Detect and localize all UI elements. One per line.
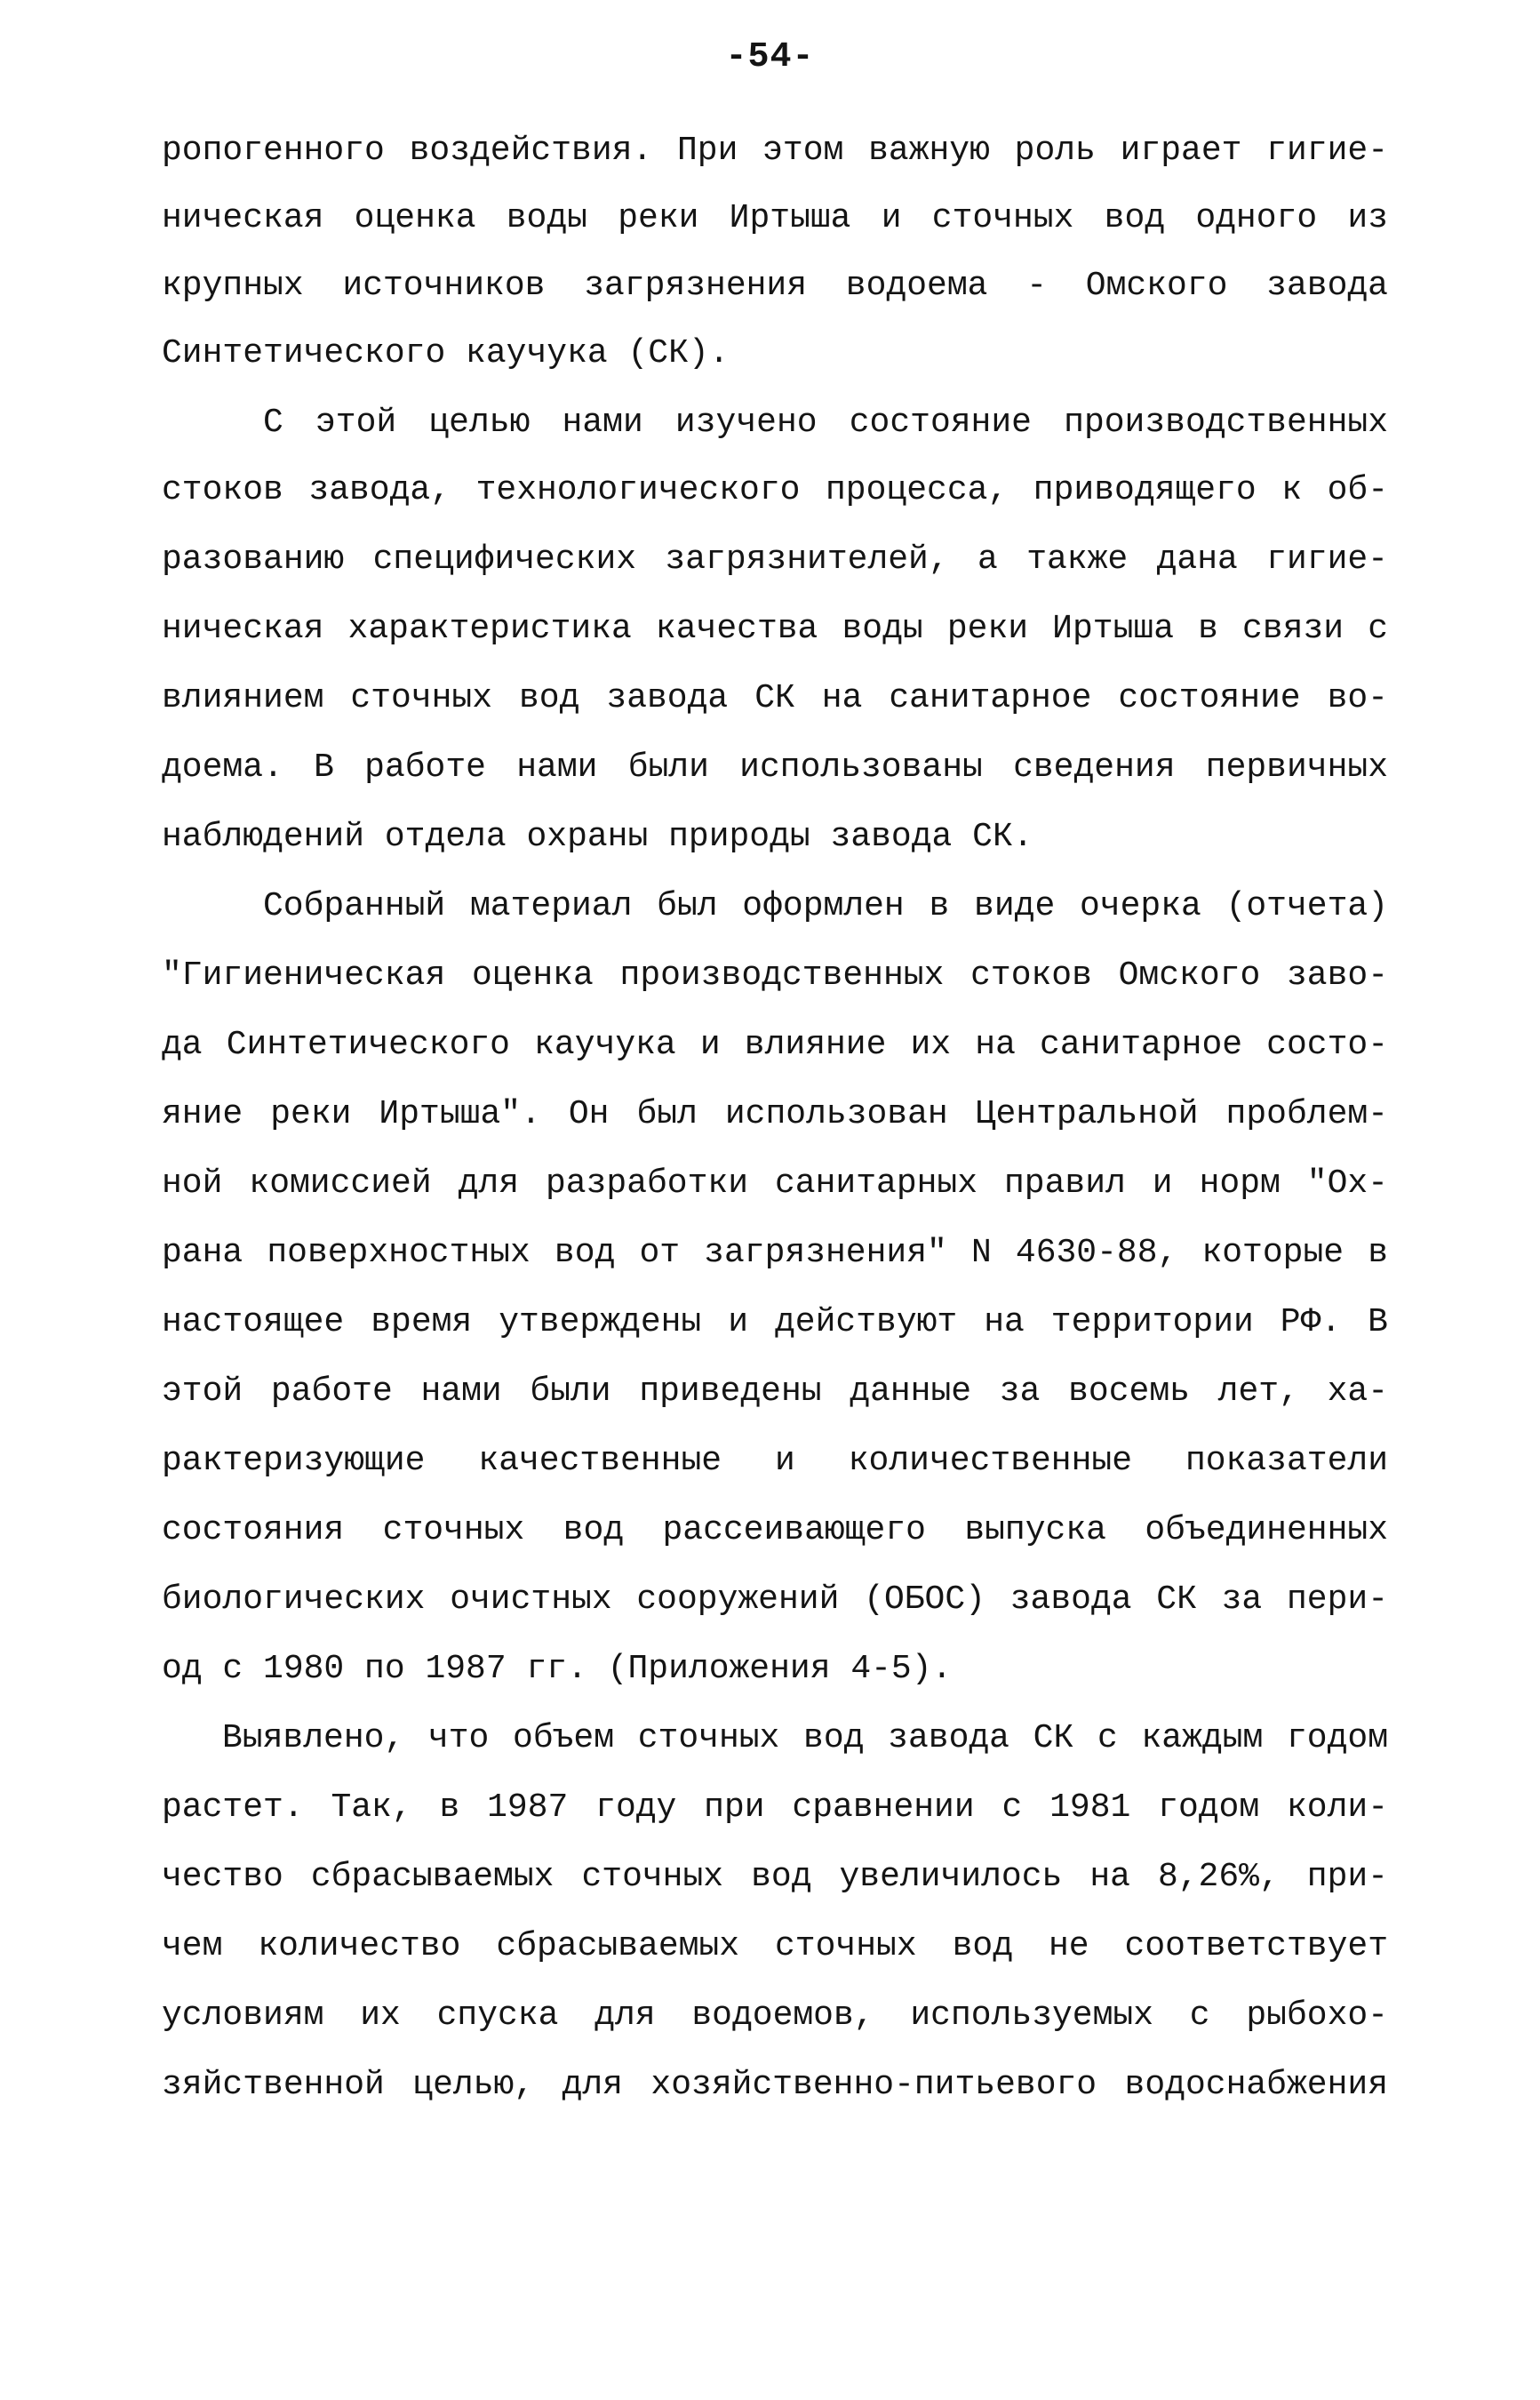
text-line: крупных источников загрязнения водоема - Омского завода xyxy=(162,267,1388,305)
text-line: настоящее время утверждены и действуют на территории РФ. В xyxy=(162,1303,1388,1341)
text-line: рана поверхностных вод от загрязнения" N 4630-88, которые в xyxy=(162,1234,1388,1272)
text-line: ропогенного воздействия. При этом важную роль играет гигие- xyxy=(162,132,1388,170)
text-line: яние реки Иртыша". Он был использован Центральной проблем- xyxy=(162,1095,1388,1133)
text-line: ническая оценка воды реки Иртыша и сточных вод одного из xyxy=(162,199,1388,237)
text-line: наблюдений отдела охраны природы завода СК. xyxy=(162,818,1033,856)
text-line: условиям их спуска для водоемов, используемых с рыбохо- xyxy=(162,1996,1388,2035)
text-line: ной комиссией для разработки санитарных правил и норм "Ох- xyxy=(162,1164,1388,1203)
text-line: растет. Так, в 1987 году при сравнении с 1981 годом коли- xyxy=(162,1788,1388,1827)
text-line: стоков завода, технологического процесса, приводящего к об- xyxy=(162,471,1388,509)
page-number: -54- xyxy=(725,37,815,77)
text-line: доема. В работе нами были использованы сведения первичных xyxy=(162,748,1388,787)
text-line: состояния сточных вод рассеивающего выпуска объединенных xyxy=(162,1511,1388,1549)
text-line: да Синтетического каучука и влияние их на санитарное состо- xyxy=(162,1026,1388,1064)
text-line: Синтетического каучука (СК). xyxy=(162,334,730,372)
text-line: биологических очистных сооружений (ОБОС) завода СК за пери- xyxy=(162,1580,1388,1619)
text-line: зяйственной целью, для хозяйственно-питьевого водоснабжения xyxy=(162,2066,1388,2104)
text-line: од с 1980 по 1987 гг. (Приложения 4-5). xyxy=(162,1650,953,1688)
text-line: ническая характеристика качества воды реки Иртыша в связи с xyxy=(162,610,1388,648)
text-line: разованию специфических загрязнителей, а также дана гигие- xyxy=(162,540,1388,579)
text-line: "Гигиеническая оценка производственных стоков Омского заво- xyxy=(162,956,1388,995)
text-line: С этой целью нами изучено состояние производственных xyxy=(263,404,1388,442)
text-line: Выявлено, что объем сточных вод завода СК с каждым годом xyxy=(222,1719,1388,1757)
text-line: влиянием сточных вод завода СК на санитарное состояние во- xyxy=(162,679,1388,717)
text-line: чество сбрасываемых сточных вод увеличилось на 8,26%, при- xyxy=(162,1858,1388,1896)
text-line: Собранный материал был оформлен в виде очерка (отчета) xyxy=(263,887,1388,925)
text-line: рактеризующие качественные и количественные показатели xyxy=(162,1442,1388,1480)
text-line: этой работе нами были приведены данные за восемь лет, ха- xyxy=(162,1372,1388,1411)
text-line: чем количество сбрасываемых сточных вод не соответствует xyxy=(162,1927,1388,1965)
